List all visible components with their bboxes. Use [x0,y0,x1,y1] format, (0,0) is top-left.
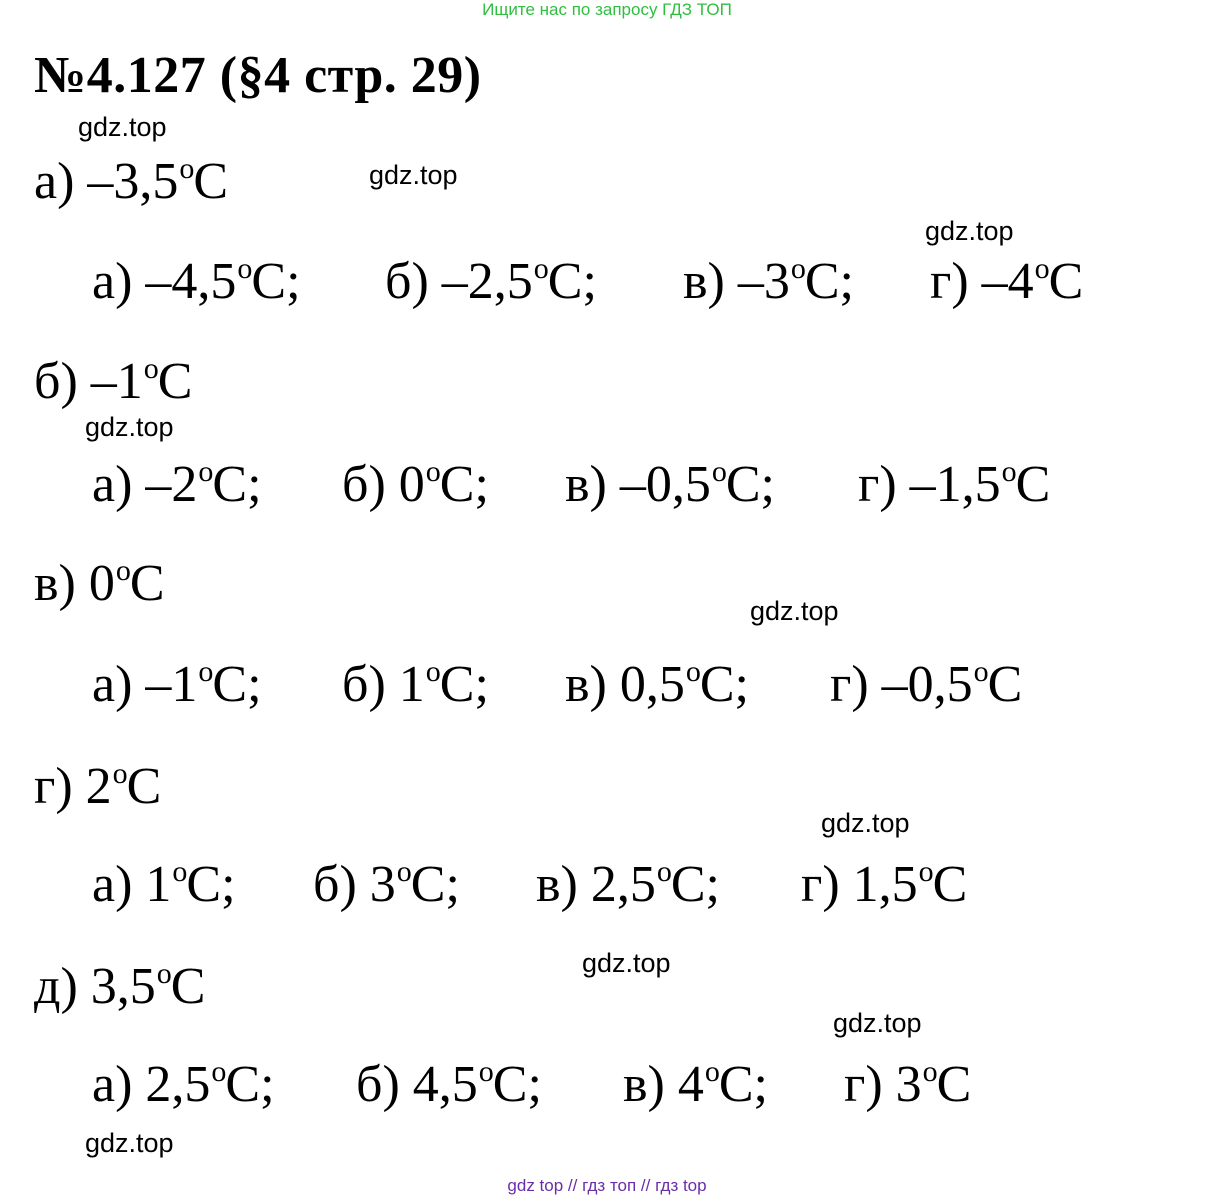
option-label: а) [92,1056,133,1113]
degree-symbol: o [685,655,701,688]
option-label: б) [342,656,386,713]
option-value: 2,5 [590,856,656,913]
option-unit: C [987,656,1023,713]
option-unit: C; [718,1056,769,1113]
option-value: 2,5 [145,1056,211,1113]
degree-symbol: o [790,252,806,285]
option-item [342,455,489,514]
option-item [623,1055,768,1114]
degree-symbol: o [478,1055,494,1088]
problem-label: б) [34,353,78,410]
option-label: а) [92,656,133,713]
option-value: 3 [369,856,396,913]
option-item [801,855,967,914]
problem-unit: C [129,555,165,612]
watermark: gdz.top [85,1128,174,1158]
option-item [683,252,854,311]
option-item [385,252,597,311]
option-value: –4 [981,253,1034,310]
option-label: б) [385,253,429,310]
option-label: в) [623,1056,665,1113]
watermark: gdz.top [925,216,1014,246]
problem-label: в) [34,555,76,612]
option-value: –1,5 [909,456,1001,513]
option-value: –4,5 [145,253,237,310]
option-value: 4,5 [412,1056,478,1113]
option-unit: C [932,856,968,913]
option-item [92,855,236,914]
watermark: gdz.top [85,412,174,442]
option-value: –0,5 [881,656,973,713]
option-unit: C; [492,1056,542,1113]
watermark: gdz.top [833,1008,922,1038]
page-title: №4.127 (§4 стр. 29) [34,47,482,104]
problem-unit: C [126,758,162,815]
option-value: –2,5 [441,253,533,310]
degree-symbol: o [711,455,727,488]
option-label: г) [844,1056,883,1113]
option-label: в) [536,856,578,913]
degree-symbol: o [172,855,188,888]
option-label: а) [92,253,133,310]
option-label: в) [683,253,725,310]
option-label: а) [92,456,133,513]
option-unit: C; [439,656,489,713]
degree-symbol: o [425,455,441,488]
problem-label: а) [34,153,75,210]
option-item [92,455,262,514]
option-label: в) [565,456,607,513]
problem-item [34,352,192,411]
option-label: а) [92,856,133,913]
degree-symbol: o [156,957,172,990]
option-unit: C; [439,456,489,513]
degree-symbol: o [918,855,934,888]
degree-symbol: o [973,655,989,688]
degree-symbol: o [112,757,128,790]
problem-item [34,957,205,1016]
option-unit: C [1048,253,1084,310]
option-item [830,655,1022,714]
degree-symbol: o [1001,455,1017,488]
option-item [92,252,301,311]
problem-item [34,554,165,613]
option-label: г) [801,856,840,913]
option-item [844,1055,971,1114]
option-value: 3 [895,1056,922,1113]
option-label: в) [565,656,607,713]
option-item [565,655,749,714]
option-label: г) [930,253,969,310]
degree-symbol: o [396,855,412,888]
option-item [92,1055,275,1114]
option-value: 0,5 [619,656,685,713]
option-unit: C [1015,456,1051,513]
option-label: б) [313,856,357,913]
option-unit: C; [212,456,262,513]
watermark: gdz.top [369,160,458,190]
degree-symbol: o [198,455,214,488]
option-unit: C; [725,456,776,513]
problem-label: д) [34,958,78,1015]
option-item [356,1055,542,1114]
option-value: 4 [677,1056,704,1113]
option-item [313,855,460,914]
degree-symbol: o [211,1055,227,1088]
problem-value: 3,5 [90,958,156,1015]
option-label: б) [342,456,386,513]
degree-symbol: o [922,1055,938,1088]
degree-symbol: o [533,252,549,285]
option-label: г) [858,456,897,513]
problem-unit: C [193,153,229,210]
option-label: б) [356,1056,400,1113]
problem-value: 2 [85,758,112,815]
option-value: 1 [145,856,172,913]
option-unit: C; [804,253,855,310]
option-value: 1,5 [852,856,918,913]
problem-label: г) [34,758,73,815]
option-item [342,655,489,714]
degree-symbol: o [1034,252,1050,285]
option-value: 0 [398,456,425,513]
option-unit: C; [670,856,721,913]
watermark: gdz.top [582,948,671,978]
watermark: gdz.top [821,808,910,838]
degree-symbol: o [704,1055,720,1088]
footer-links[interactable]: gdz top // гдз топ // гдз top [507,1176,707,1195]
option-item [930,252,1083,311]
option-unit: C [936,1056,972,1113]
problem-unit: C [170,958,206,1015]
option-unit: C; [251,253,301,310]
option-unit: C; [225,1056,275,1113]
problem-value: –3,5 [87,153,179,210]
watermark: gdz.top [750,596,839,626]
degree-symbol: o [115,554,131,587]
problem-item [34,152,228,211]
degree-symbol: o [198,655,214,688]
option-value: –2 [145,456,198,513]
degree-symbol: o [143,352,159,385]
option-label: г) [830,656,869,713]
problem-unit: C [157,353,193,410]
option-item [565,455,775,514]
option-item [92,655,262,714]
option-value: –1 [145,656,198,713]
option-value: 1 [398,656,425,713]
degree-symbol: o [179,152,195,185]
degree-symbol: o [237,252,253,285]
degree-symbol: o [425,655,441,688]
watermark: gdz.top [78,112,167,142]
option-item [858,455,1050,514]
degree-symbol: o [656,855,672,888]
problem-value: 0 [88,555,115,612]
option-item [536,855,720,914]
option-unit: C; [186,856,236,913]
option-value: –0,5 [619,456,711,513]
option-value: –3 [737,253,790,310]
problem-item [34,757,161,816]
option-unit: C; [547,253,597,310]
option-unit: C; [212,656,262,713]
option-unit: C; [410,856,460,913]
problem-value: –1 [90,353,143,410]
top-banner[interactable]: Ищите нас по запросу ГДЗ ТОП [482,0,732,19]
option-unit: C; [699,656,750,713]
